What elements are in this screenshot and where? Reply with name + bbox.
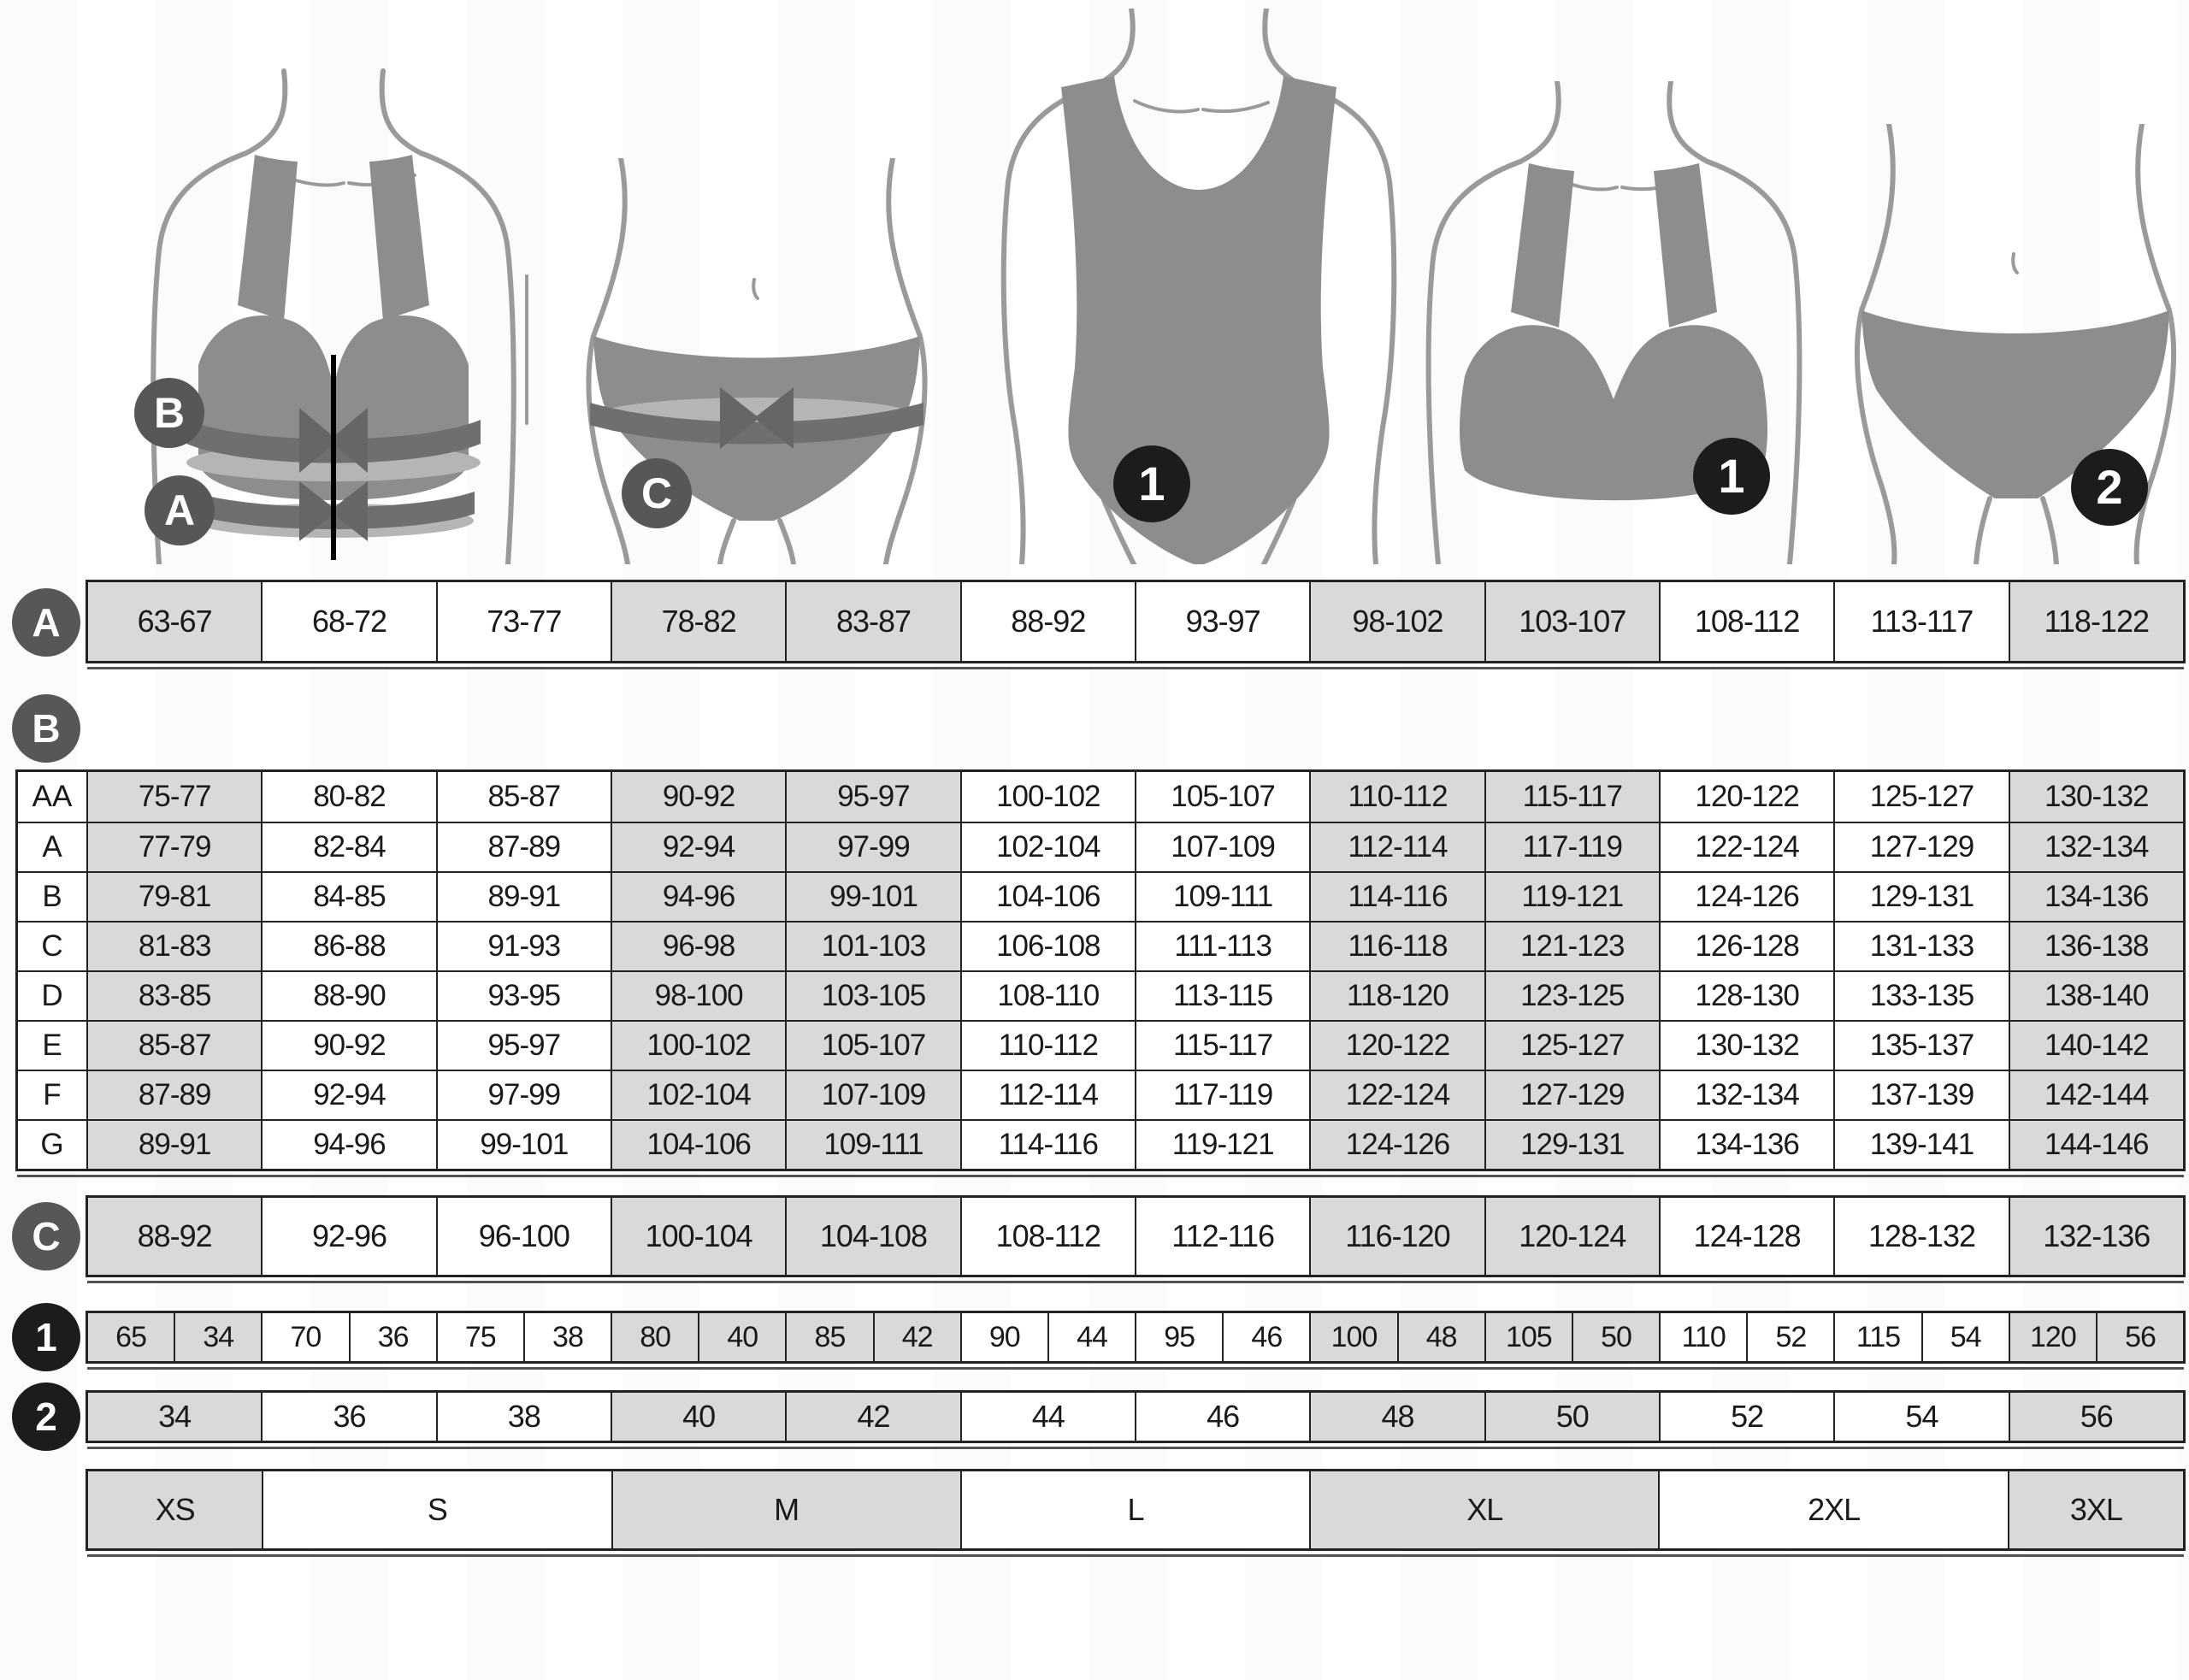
table-cell: 108-110 <box>960 972 1135 1020</box>
table-cell: 90-92 <box>261 1022 435 1070</box>
table-cell: 77-79 <box>86 823 261 871</box>
cup-letter: G <box>18 1121 86 1169</box>
table-cell: 88-90 <box>261 972 435 1020</box>
table-cell: 136-138 <box>2009 923 2183 970</box>
table-cell: 40 <box>698 1313 785 1361</box>
table-cell: 113-117 <box>1833 582 2008 661</box>
table-cell: 129-131 <box>1833 873 2008 921</box>
size-label-cell: XL <box>1309 1471 1658 1548</box>
table-cell: 102-104 <box>960 823 1135 871</box>
table-cell: 38 <box>523 1313 611 1361</box>
table-cell: 120-124 <box>1484 1198 1659 1275</box>
cup-size-table <box>15 769 2186 1171</box>
cup-letter: F <box>18 1071 86 1119</box>
badge-row-2: 2 <box>12 1382 80 1451</box>
table-cell: 95-97 <box>785 772 959 822</box>
table-cell: 114-116 <box>960 1121 1135 1169</box>
table-cell: 48 <box>1309 1393 1484 1441</box>
table-cell: 110-112 <box>1309 772 1484 822</box>
table-cell: 105-107 <box>785 1022 959 1070</box>
cup-letter: C <box>18 923 86 970</box>
table-cell: 105-107 <box>1135 772 1309 822</box>
table-cell: 133-135 <box>1833 972 2008 1020</box>
table-cell: 102-104 <box>611 1071 785 1119</box>
table-cell: 113-115 <box>1135 972 1309 1020</box>
table-cell: 96-98 <box>611 923 785 970</box>
table-cell: 100-102 <box>960 772 1135 822</box>
table-cell: 129-131 <box>1484 1121 1659 1169</box>
table-cell: 97-99 <box>436 1071 611 1119</box>
table-cell: 111-113 <box>1135 923 1309 970</box>
table-cell: 106-108 <box>960 923 1135 970</box>
table-cell: 105 <box>1484 1313 1572 1361</box>
table-cell: 118-122 <box>2009 582 2183 661</box>
table-cell: 130-132 <box>1659 1022 1833 1070</box>
table-cell: 132-134 <box>1659 1071 1833 1119</box>
table-cell: 34 <box>174 1313 261 1361</box>
table-cell: 54 <box>1921 1313 2009 1361</box>
table-cell: 91-93 <box>436 923 611 970</box>
table-cell: 115-117 <box>1135 1022 1309 1070</box>
table-cell: 44 <box>960 1393 1135 1441</box>
table-cell: 46 <box>1222 1313 1309 1361</box>
badge-1 <box>1113 445 1190 522</box>
table-cell: 92-94 <box>261 1071 435 1119</box>
table-cell: 75-77 <box>86 772 261 822</box>
table-cell: 56 <box>2096 1313 2183 1361</box>
badge-row-1: 1 <box>12 1303 80 1371</box>
table-cell: 130-132 <box>2009 772 2183 822</box>
letter-size-row <box>86 1469 2186 1551</box>
cup-letter: E <box>18 1022 86 1070</box>
table-cell: 124-126 <box>1659 873 1833 921</box>
table-cell: 54 <box>1833 1393 2008 1441</box>
cup-letter: D <box>18 972 86 1020</box>
badge-2 <box>2071 449 2148 526</box>
table-cell: 70 <box>261 1313 348 1361</box>
table-cell: 124-126 <box>1309 1121 1484 1169</box>
table-cell: 120 <box>2009 1313 2096 1361</box>
table-cell: 99-101 <box>785 873 959 921</box>
table-cell: 42 <box>873 1313 960 1361</box>
table-cell: 100-104 <box>611 1198 785 1275</box>
cup-row <box>18 822 2183 871</box>
table-cell: 81-83 <box>86 923 261 970</box>
table-cell: 114-116 <box>1309 873 1484 921</box>
svg-text:1: 1 <box>1138 457 1165 510</box>
table-cell: 92-94 <box>611 823 785 871</box>
svg-text:B: B <box>153 389 186 437</box>
table-cell: 44 <box>1047 1313 1135 1361</box>
table-cell: 94-96 <box>261 1121 435 1169</box>
table-cell: 36 <box>261 1393 435 1441</box>
table-cell: 104-108 <box>785 1198 959 1275</box>
table-cell: 107-109 <box>785 1071 959 1119</box>
table-cell: 75 <box>436 1313 523 1361</box>
table-cell: 104-106 <box>611 1121 785 1169</box>
table-cell: 135-137 <box>1833 1022 2008 1070</box>
badge-C <box>622 458 692 528</box>
table-cell: 128-132 <box>1833 1198 2008 1275</box>
table-cell: 89-91 <box>86 1121 261 1169</box>
table-cell: 83-87 <box>785 582 959 661</box>
table-cell: 117-119 <box>1484 823 1659 871</box>
table-cell: 126-128 <box>1659 923 1833 970</box>
table-cell: 144-146 <box>2009 1121 2183 1169</box>
size-label-cell: L <box>960 1471 1309 1548</box>
table-cell: 56 <box>2009 1393 2183 1441</box>
table-cell: 52 <box>1659 1393 1833 1441</box>
size-label-cell: M <box>611 1471 960 1548</box>
table-cell: 80-82 <box>261 772 435 822</box>
table-cell: 40 <box>611 1393 785 1441</box>
table-cell: 85-87 <box>436 772 611 822</box>
svg-text:A: A <box>163 486 196 534</box>
hip-measurement-row <box>86 1195 2186 1277</box>
cup-row <box>18 772 2183 822</box>
table-cell: 125-127 <box>1484 1022 1659 1070</box>
cup-row <box>18 1020 2183 1070</box>
table-cell: 137-139 <box>1833 1071 2008 1119</box>
table-cell: 117-119 <box>1135 1071 1309 1119</box>
table-cell: 86-88 <box>261 923 435 970</box>
numeric-size-row <box>86 1390 2186 1443</box>
table-cell: 110 <box>1659 1313 1746 1361</box>
table-cell: 90-92 <box>611 772 785 822</box>
table-cell: 112-116 <box>1135 1198 1309 1275</box>
cup-row <box>18 1070 2183 1119</box>
table-cell: 96-100 <box>436 1198 611 1275</box>
size-label-cell: 2XL <box>1658 1471 2007 1548</box>
table-cell: 52 <box>1746 1313 1833 1361</box>
table-cell: 123-125 <box>1484 972 1659 1020</box>
table-cell: 89-91 <box>436 873 611 921</box>
cup-letter: B <box>18 873 86 921</box>
table-cell: 127-129 <box>1833 823 2008 871</box>
table-cell: 82-84 <box>261 823 435 871</box>
size-label-cell: XS <box>88 1471 262 1548</box>
table-cell: 101-103 <box>785 923 959 970</box>
table-cell: 139-141 <box>1833 1121 2008 1169</box>
table-cell: 125-127 <box>1833 772 2008 822</box>
table-cell: 142-144 <box>2009 1071 2183 1119</box>
table-cell: 50 <box>1572 1313 1659 1361</box>
figure-panties-measurement <box>573 158 941 564</box>
table-cell: 124-128 <box>1659 1198 1833 1275</box>
svg-text:C: C <box>640 469 673 517</box>
table-cell: 116-120 <box>1309 1198 1484 1275</box>
table-cell: 34 <box>88 1393 261 1441</box>
table-cell: 119-121 <box>1484 873 1659 921</box>
table-cell: 112-114 <box>1309 823 1484 871</box>
table-cell: 93-95 <box>436 972 611 1020</box>
table-cell: 134-136 <box>2009 873 2183 921</box>
table-cell: 46 <box>1135 1393 1309 1441</box>
table-cell: 87-89 <box>436 823 611 871</box>
table-cell: 104-106 <box>960 873 1135 921</box>
table-cell: 103-105 <box>785 972 959 1020</box>
table-cell: 108-112 <box>960 1198 1135 1275</box>
badge-row-c: C <box>12 1202 80 1270</box>
badge-row-a: A <box>12 588 80 657</box>
table-cell: 87-89 <box>86 1071 261 1119</box>
cup-letter: A <box>18 823 86 871</box>
cup-row <box>18 1119 2183 1169</box>
table-cell: 109-111 <box>785 1121 959 1169</box>
cup-row <box>18 871 2183 921</box>
figure-panties <box>1843 124 2189 564</box>
table-cell: 78-82 <box>611 582 785 661</box>
table-cell: 98-100 <box>611 972 785 1020</box>
table-cell: 132-136 <box>2009 1198 2183 1275</box>
table-cell: 127-129 <box>1484 1071 1659 1119</box>
cup-row <box>18 970 2183 1020</box>
badge-table-b: B <box>12 694 80 763</box>
cup-row <box>18 921 2183 970</box>
table-cell: 120-122 <box>1309 1022 1484 1070</box>
table-cell: 119-121 <box>1135 1121 1309 1169</box>
table-cell: 116-118 <box>1309 923 1484 970</box>
figure-bra-measurement <box>120 64 547 564</box>
figure-bra <box>1390 81 1838 564</box>
table-cell: 94-96 <box>611 873 785 921</box>
table-cell: 110-112 <box>960 1022 1135 1070</box>
table-cell: 83-85 <box>86 972 261 1020</box>
table-cell: 100-102 <box>611 1022 785 1070</box>
table-cell: 122-124 <box>1659 823 1833 871</box>
table-cell: 65 <box>88 1313 174 1361</box>
bra-size-row <box>86 1311 2186 1364</box>
table-cell: 79-81 <box>86 873 261 921</box>
table-cell: 118-120 <box>1309 972 1484 1020</box>
table-cell: 132-134 <box>2009 823 2183 871</box>
table-cell: 115 <box>1833 1313 1921 1361</box>
table-cell: 36 <box>349 1313 436 1361</box>
underbust-measurement-row <box>86 580 2186 663</box>
table-cell: 38 <box>436 1393 611 1441</box>
table-cell: 122-124 <box>1309 1071 1484 1119</box>
table-cell: 128-130 <box>1659 972 1833 1020</box>
table-cell: 131-133 <box>1833 923 2008 970</box>
figure-swimsuit <box>936 9 1462 564</box>
table-cell: 48 <box>1397 1313 1484 1361</box>
table-cell: 103-107 <box>1484 582 1659 661</box>
table-cell: 109-111 <box>1135 873 1309 921</box>
table-cell: 80 <box>611 1313 698 1361</box>
table-cell: 88-92 <box>88 1198 261 1275</box>
table-cell: 93-97 <box>1135 582 1309 661</box>
table-cell: 92-96 <box>261 1198 435 1275</box>
badge-1 <box>1693 438 1770 515</box>
table-cell: 90 <box>960 1313 1047 1361</box>
badge-B <box>134 378 204 448</box>
table-cell: 42 <box>785 1393 959 1441</box>
table-cell: 112-114 <box>960 1071 1135 1119</box>
table-cell: 107-109 <box>1135 823 1309 871</box>
table-cell: 120-122 <box>1659 772 1833 822</box>
svg-text:2: 2 <box>2096 460 2123 514</box>
table-cell: 138-140 <box>2009 972 2183 1020</box>
table-cell: 73-77 <box>436 582 611 661</box>
size-label-cell: 3XL <box>2008 1471 2183 1548</box>
table-cell: 108-112 <box>1659 582 1833 661</box>
table-cell: 84-85 <box>261 873 435 921</box>
swimsuit-garment <box>1061 76 1336 564</box>
table-cell: 88-92 <box>960 582 1135 661</box>
table-cell: 95 <box>1135 1313 1222 1361</box>
table-cell: 121-123 <box>1484 923 1659 970</box>
cup-letter: AA <box>18 772 86 822</box>
table-cell: 98-102 <box>1309 582 1484 661</box>
table-cell: 134-136 <box>1659 1121 1833 1169</box>
table-cell: 68-72 <box>261 582 435 661</box>
table-cell: 99-101 <box>436 1121 611 1169</box>
table-cell: 85 <box>785 1313 872 1361</box>
table-cell: 100 <box>1309 1313 1396 1361</box>
size-label-cell: S <box>262 1471 611 1548</box>
badge-A <box>145 475 215 545</box>
table-cell: 50 <box>1484 1393 1659 1441</box>
table-cell: 97-99 <box>785 823 959 871</box>
table-cell: 140-142 <box>2009 1022 2183 1070</box>
table-cell: 85-87 <box>86 1022 261 1070</box>
svg-text:1: 1 <box>1718 449 1745 503</box>
table-cell: 63-67 <box>88 582 261 661</box>
table-cell: 115-117 <box>1484 772 1659 822</box>
table-cell: 95-97 <box>436 1022 611 1070</box>
